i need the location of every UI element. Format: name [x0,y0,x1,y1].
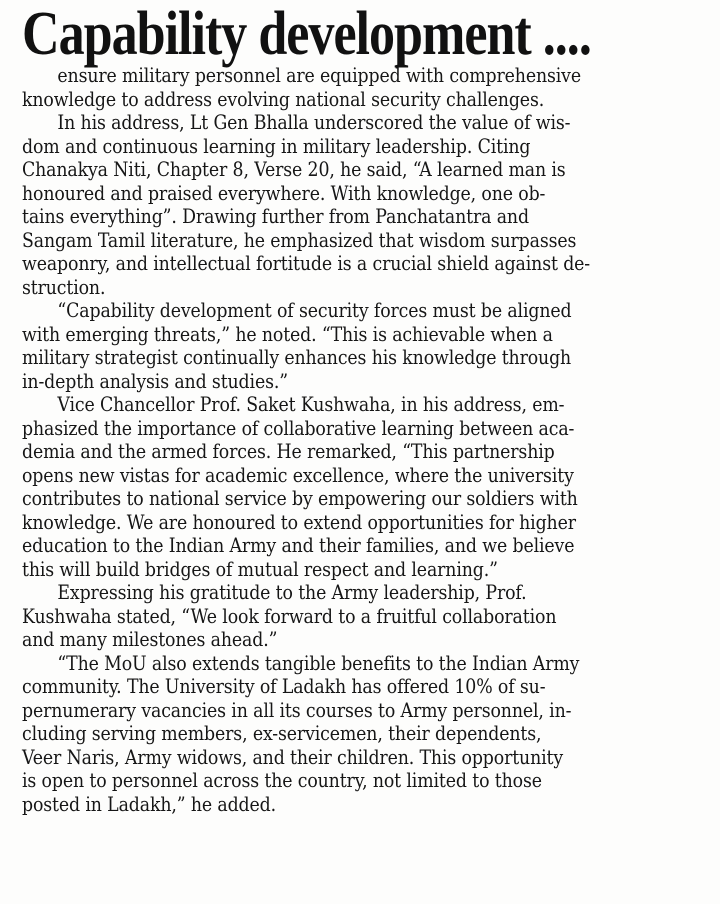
article-line: Expressing his gratitude to the Army leadership, Prof. [57,581,527,604]
article-line: weaponry, and intellectual fortitude is a crucial shield against de- [22,252,591,275]
article-line: contributes to national service by empowering our soldiers with [22,487,578,510]
article-line: in-depth analysis and studies.” [22,369,288,393]
article-line: Sangam Tamil literature, he emphasized that wisdom surpasses [22,228,577,252]
article-line: struction. [22,275,106,299]
article-line: honoured and praised everywhere. With knowledge, one ob- [22,181,546,205]
article-line: posted in Ladakh,” he added. [22,792,277,816]
article-body [22,64,694,816]
article-line: is open to personnel across the country, not limited to those [22,769,542,792]
article-line: cluding serving members, ex-servicemen, their dependents, [22,722,542,745]
article-line: this will build bridges of mutual respect and learning.” [22,557,498,581]
article-line: phasized the importance of collaborative learning between aca- [22,416,575,440]
article-line: and many milestones ahead.” [22,628,278,651]
article-line: knowledge to address evolving national security challenges. [22,87,545,111]
headline: Capability development .... [22,0,591,68]
article-line: In his address, Lt Gen Bhalla underscored the value of wis- [57,111,571,134]
article-line: Vice Chancellor Prof. Saket Kushwaha, in his address, em- [57,393,565,416]
article-line: opens new vistas for academic excellence, where the university [22,463,574,487]
article-line: ensure military personnel are equipped with comprehensive [57,64,581,87]
article-line: knowledge. We are honoured to extend opportunities for higher [22,510,576,534]
article-line: pernumerary vacancies in all its courses to Army personnel, in- [22,698,572,722]
article-line: community. The University of Ladakh has offered 10% of su- [22,675,546,698]
article-line: Kushwaha stated, “We look forward to a fruitful collaboration [22,604,557,628]
article-line: demia and the armed forces. He remarked, “This partnership [22,440,555,463]
article-line: tains everything”. Drawing further from Panchatantra and [22,205,529,228]
article-line: military strategist continually enhances his knowledge through [22,346,572,369]
article-line: “The MoU also extends tangible benefits to the Indian Army [57,651,580,675]
article-line: with emerging threats,” he noted. “This is achievable when a [22,322,553,346]
article-line: “Capability development of security forces must be aligned [57,299,572,322]
article-line: dom and continuous learning in military leadership. Citing [22,134,531,158]
article-line: Veer Naris, Army widows, and their children. This opportunity [22,745,564,769]
article-line: education to the Indian Army and their families, and we believe [22,534,575,557]
article-line: Chanakya Niti, Chapter 8, Verse 20, he said, “A learned man is [22,158,566,181]
